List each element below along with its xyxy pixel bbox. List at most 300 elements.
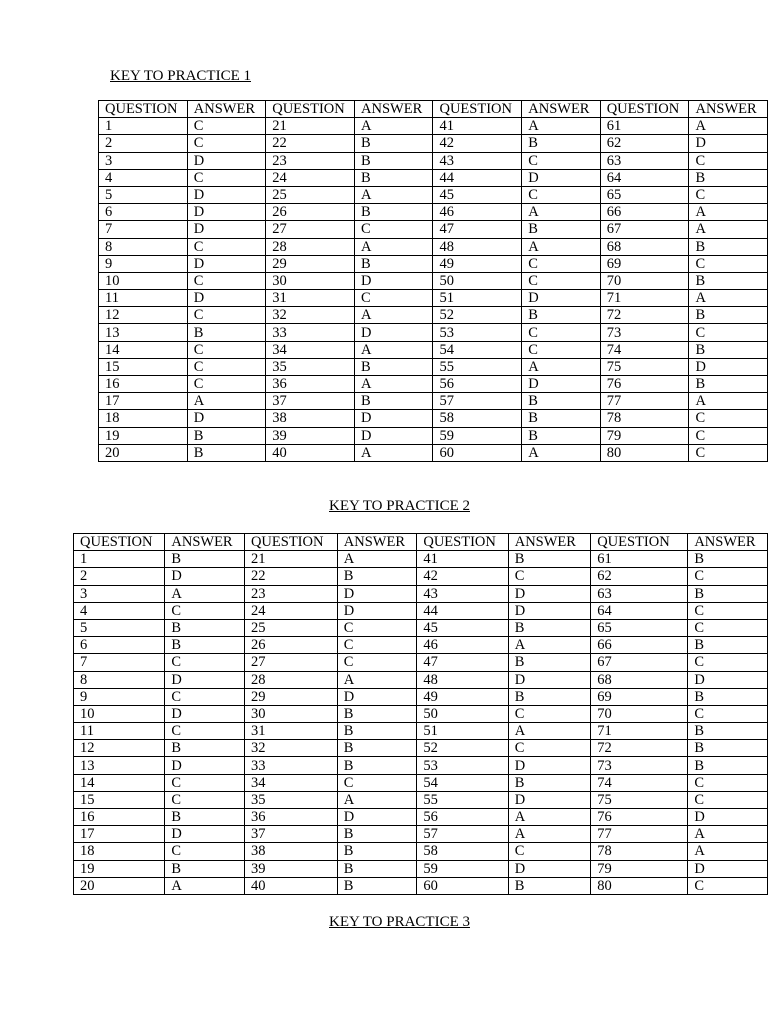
- question-number-cell: 8: [99, 238, 188, 255]
- question-number-cell: 5: [99, 186, 188, 203]
- question-number-cell: 15: [99, 358, 188, 375]
- question-number-cell: 48: [433, 238, 522, 255]
- question-number-cell: 32: [266, 307, 355, 324]
- answer-letter-cell: B: [355, 169, 433, 186]
- question-number-cell: 26: [244, 637, 337, 654]
- question-number-cell: 13: [99, 324, 188, 341]
- column-header-answer: ANSWER: [689, 101, 768, 118]
- question-number-cell: 1: [99, 118, 188, 135]
- answer-letter-cell: B: [165, 619, 245, 636]
- table-row: [74, 843, 768, 860]
- answer-letter-cell: D: [165, 757, 245, 774]
- question-number-cell: 37: [266, 393, 355, 410]
- table-row: [74, 551, 768, 568]
- question-number-cell: 68: [600, 238, 689, 255]
- column-header-answer: ANSWER: [688, 534, 768, 551]
- table-row: [74, 877, 768, 894]
- question-number-cell: 72: [591, 740, 688, 757]
- question-number-cell: 58: [417, 843, 508, 860]
- answer-letter-cell: C: [688, 654, 768, 671]
- question-number-cell: 44: [433, 169, 522, 186]
- question-number-cell: 22: [244, 568, 337, 585]
- question-number-cell: 33: [244, 757, 337, 774]
- answer-letter-cell: B: [187, 444, 265, 461]
- answer-letter-cell: D: [522, 290, 600, 307]
- question-number-cell: 73: [591, 757, 688, 774]
- question-number-cell: 50: [433, 272, 522, 289]
- practice-1-answer-table: [98, 100, 768, 462]
- answer-letter-cell: A: [337, 791, 417, 808]
- table-row: [99, 221, 768, 238]
- table-row: [99, 169, 768, 186]
- table-row: [74, 791, 768, 808]
- answer-letter-cell: D: [689, 358, 768, 375]
- question-number-cell: 47: [433, 221, 522, 238]
- question-number-cell: 29: [266, 255, 355, 272]
- answer-letter-cell: B: [688, 551, 768, 568]
- question-number-cell: 70: [600, 272, 689, 289]
- question-number-cell: 30: [266, 272, 355, 289]
- answer-letter-cell: B: [522, 427, 600, 444]
- question-number-cell: 72: [600, 307, 689, 324]
- answer-letter-cell: A: [337, 671, 417, 688]
- question-number-cell: 9: [74, 688, 165, 705]
- column-header-question: QUESTION: [591, 534, 688, 551]
- answer-letter-cell: B: [508, 551, 590, 568]
- answer-letter-cell: B: [355, 393, 433, 410]
- question-number-cell: 17: [74, 826, 165, 843]
- practice-2-rows: [74, 551, 768, 895]
- question-number-cell: 16: [99, 376, 188, 393]
- answer-letter-cell: A: [689, 204, 768, 221]
- question-number-cell: 71: [591, 723, 688, 740]
- question-number-cell: 24: [266, 169, 355, 186]
- question-number-cell: 36: [266, 376, 355, 393]
- answer-letter-cell: C: [522, 255, 600, 272]
- table-row: [74, 568, 768, 585]
- answer-letter-cell: C: [508, 568, 590, 585]
- question-number-cell: 52: [433, 307, 522, 324]
- answer-letter-cell: C: [165, 843, 245, 860]
- answer-letter-cell: D: [508, 791, 590, 808]
- question-number-cell: 76: [591, 809, 688, 826]
- answer-letter-cell: D: [165, 705, 245, 722]
- question-number-cell: 9: [99, 255, 188, 272]
- answer-letter-cell: D: [355, 272, 433, 289]
- question-number-cell: 28: [244, 671, 337, 688]
- question-number-cell: 48: [417, 671, 508, 688]
- question-number-cell: 5: [74, 619, 165, 636]
- question-number-cell: 2: [74, 568, 165, 585]
- question-number-cell: 59: [417, 860, 508, 877]
- practice-2-title: KEY TO PRACTICE 2: [329, 498, 470, 514]
- answer-letter-cell: B: [337, 843, 417, 860]
- table-row: [74, 619, 768, 636]
- question-number-cell: 63: [600, 152, 689, 169]
- answer-letter-cell: D: [522, 376, 600, 393]
- question-number-cell: 57: [433, 393, 522, 410]
- table-row: [99, 255, 768, 272]
- answer-letter-cell: C: [689, 255, 768, 272]
- answer-letter-cell: D: [688, 809, 768, 826]
- answer-letter-cell: A: [355, 238, 433, 255]
- question-number-cell: 13: [74, 757, 165, 774]
- answer-letter-cell: B: [522, 410, 600, 427]
- question-number-cell: 78: [600, 410, 689, 427]
- answer-letter-cell: C: [522, 341, 600, 358]
- question-number-cell: 56: [433, 376, 522, 393]
- question-number-cell: 42: [433, 135, 522, 152]
- answer-letter-cell: C: [337, 654, 417, 671]
- question-number-cell: 18: [99, 410, 188, 427]
- answer-letter-cell: C: [165, 723, 245, 740]
- table-row: [74, 757, 768, 774]
- table-row: [99, 444, 768, 461]
- answer-letter-cell: A: [187, 393, 265, 410]
- question-number-cell: 79: [600, 427, 689, 444]
- question-number-cell: 75: [591, 791, 688, 808]
- answer-letter-cell: C: [337, 637, 417, 654]
- answer-letter-cell: C: [187, 169, 265, 186]
- answer-letter-cell: B: [337, 568, 417, 585]
- column-header-question: QUESTION: [244, 534, 337, 551]
- question-number-cell: 27: [244, 654, 337, 671]
- answer-letter-cell: A: [522, 358, 600, 375]
- table-row: [99, 186, 768, 203]
- column-header-question: QUESTION: [417, 534, 508, 551]
- answer-letter-cell: D: [187, 204, 265, 221]
- column-header-answer: ANSWER: [508, 534, 590, 551]
- answer-letter-cell: C: [689, 444, 768, 461]
- question-number-cell: 20: [99, 444, 188, 461]
- answer-letter-cell: A: [508, 809, 590, 826]
- question-number-cell: 37: [244, 826, 337, 843]
- answer-letter-cell: B: [689, 341, 768, 358]
- question-number-cell: 28: [266, 238, 355, 255]
- question-number-cell: 38: [244, 843, 337, 860]
- question-number-cell: 63: [591, 585, 688, 602]
- answer-letter-cell: C: [165, 602, 245, 619]
- question-number-cell: 51: [433, 290, 522, 307]
- answer-letter-cell: A: [508, 637, 590, 654]
- question-number-cell: 80: [591, 877, 688, 894]
- answer-letter-cell: A: [688, 826, 768, 843]
- column-header-question: QUESTION: [433, 101, 522, 118]
- answer-letter-cell: C: [522, 324, 600, 341]
- question-number-cell: 20: [74, 877, 165, 894]
- answer-letter-cell: C: [688, 774, 768, 791]
- table-row: [74, 585, 768, 602]
- table-row: [74, 602, 768, 619]
- answer-letter-cell: D: [165, 671, 245, 688]
- table-row: [74, 826, 768, 843]
- question-number-cell: 3: [74, 585, 165, 602]
- question-number-cell: 16: [74, 809, 165, 826]
- question-number-cell: 43: [417, 585, 508, 602]
- table-row: [99, 272, 768, 289]
- question-number-cell: 79: [591, 860, 688, 877]
- answer-letter-cell: B: [165, 809, 245, 826]
- answer-letter-cell: B: [522, 135, 600, 152]
- answer-letter-cell: C: [688, 705, 768, 722]
- question-number-cell: 53: [433, 324, 522, 341]
- answer-letter-cell: A: [689, 118, 768, 135]
- answer-letter-cell: D: [355, 427, 433, 444]
- answer-letter-cell: B: [165, 637, 245, 654]
- answer-letter-cell: B: [355, 358, 433, 375]
- question-number-cell: 66: [600, 204, 689, 221]
- question-number-cell: 66: [591, 637, 688, 654]
- question-number-cell: 14: [74, 774, 165, 791]
- column-header-question: QUESTION: [74, 534, 165, 551]
- answer-letter-cell: A: [337, 551, 417, 568]
- answer-letter-cell: D: [355, 410, 433, 427]
- table-row: [99, 427, 768, 444]
- question-number-cell: 55: [433, 358, 522, 375]
- question-number-cell: 3: [99, 152, 188, 169]
- question-number-cell: 11: [99, 290, 188, 307]
- answer-letter-cell: D: [165, 568, 245, 585]
- question-number-cell: 23: [244, 585, 337, 602]
- question-number-cell: 29: [244, 688, 337, 705]
- answer-letter-cell: A: [355, 186, 433, 203]
- answer-letter-cell: B: [355, 152, 433, 169]
- question-number-cell: 2: [99, 135, 188, 152]
- answer-letter-cell: A: [522, 204, 600, 221]
- answer-letter-cell: C: [165, 791, 245, 808]
- answer-letter-cell: B: [508, 619, 590, 636]
- question-number-cell: 12: [99, 307, 188, 324]
- table-row: [74, 740, 768, 757]
- question-number-cell: 25: [244, 619, 337, 636]
- answer-letter-cell: A: [689, 221, 768, 238]
- answer-letter-cell: B: [508, 877, 590, 894]
- answer-letter-cell: B: [508, 774, 590, 791]
- question-number-cell: 34: [266, 341, 355, 358]
- answer-letter-cell: D: [187, 290, 265, 307]
- answer-letter-cell: C: [508, 740, 590, 757]
- question-number-cell: 19: [74, 860, 165, 877]
- answer-letter-cell: C: [165, 654, 245, 671]
- answer-letter-cell: B: [355, 135, 433, 152]
- column-header-answer: ANSWER: [355, 101, 433, 118]
- question-number-cell: 6: [99, 204, 188, 221]
- table-row: [74, 654, 768, 671]
- table-header-row: [74, 534, 768, 551]
- answer-letter-cell: D: [355, 324, 433, 341]
- answer-letter-cell: B: [337, 826, 417, 843]
- question-number-cell: 74: [600, 341, 689, 358]
- answer-letter-cell: A: [355, 341, 433, 358]
- answer-letter-cell: C: [187, 341, 265, 358]
- question-number-cell: 68: [591, 671, 688, 688]
- table-row: [74, 688, 768, 705]
- answer-letter-cell: C: [187, 118, 265, 135]
- question-number-cell: 65: [591, 619, 688, 636]
- question-number-cell: 17: [99, 393, 188, 410]
- question-number-cell: 12: [74, 740, 165, 757]
- answer-letter-cell: B: [165, 551, 245, 568]
- answer-letter-cell: A: [508, 826, 590, 843]
- question-number-cell: 50: [417, 705, 508, 722]
- question-number-cell: 65: [600, 186, 689, 203]
- table-row: [99, 410, 768, 427]
- question-number-cell: 60: [417, 877, 508, 894]
- question-number-cell: 62: [591, 568, 688, 585]
- question-number-cell: 10: [74, 705, 165, 722]
- answer-letter-cell: B: [522, 221, 600, 238]
- answer-letter-cell: D: [508, 757, 590, 774]
- table-row: [99, 324, 768, 341]
- practice-3-title: KEY TO PRACTICE 3: [329, 914, 470, 930]
- question-number-cell: 61: [600, 118, 689, 135]
- question-number-cell: 36: [244, 809, 337, 826]
- question-number-cell: 24: [244, 602, 337, 619]
- question-number-cell: 26: [266, 204, 355, 221]
- question-number-cell: 33: [266, 324, 355, 341]
- answer-letter-cell: B: [688, 637, 768, 654]
- answer-letter-cell: B: [689, 238, 768, 255]
- question-number-cell: 4: [99, 169, 188, 186]
- question-number-cell: 77: [591, 826, 688, 843]
- answer-letter-cell: B: [337, 723, 417, 740]
- question-number-cell: 51: [417, 723, 508, 740]
- question-number-cell: 75: [600, 358, 689, 375]
- answer-letter-cell: D: [187, 186, 265, 203]
- answer-letter-cell: B: [688, 688, 768, 705]
- answer-letter-cell: C: [187, 307, 265, 324]
- answer-letter-cell: D: [508, 585, 590, 602]
- answer-letter-cell: A: [355, 376, 433, 393]
- answer-letter-cell: D: [688, 860, 768, 877]
- answer-letter-cell: D: [522, 169, 600, 186]
- answer-letter-cell: D: [508, 860, 590, 877]
- answer-letter-cell: C: [689, 186, 768, 203]
- answer-letter-cell: A: [688, 843, 768, 860]
- answer-letter-cell: C: [688, 619, 768, 636]
- answer-letter-cell: C: [187, 238, 265, 255]
- question-number-cell: 60: [433, 444, 522, 461]
- table-row: [99, 290, 768, 307]
- table-row: [74, 671, 768, 688]
- question-number-cell: 14: [99, 341, 188, 358]
- table-row: [74, 774, 768, 791]
- table-row: [99, 358, 768, 375]
- table-row: [99, 204, 768, 221]
- question-number-cell: 74: [591, 774, 688, 791]
- answer-letter-cell: B: [165, 860, 245, 877]
- column-header-question: QUESTION: [266, 101, 355, 118]
- question-number-cell: 43: [433, 152, 522, 169]
- question-number-cell: 18: [74, 843, 165, 860]
- answer-letter-cell: D: [337, 585, 417, 602]
- question-number-cell: 4: [74, 602, 165, 619]
- answer-letter-cell: B: [508, 654, 590, 671]
- table-row: [74, 723, 768, 740]
- question-number-cell: 21: [244, 551, 337, 568]
- answer-letter-cell: B: [355, 204, 433, 221]
- question-number-cell: 40: [266, 444, 355, 461]
- answer-letter-cell: B: [337, 740, 417, 757]
- question-number-cell: 67: [600, 221, 689, 238]
- answer-letter-cell: A: [522, 238, 600, 255]
- question-number-cell: 31: [266, 290, 355, 307]
- column-header-answer: ANSWER: [337, 534, 417, 551]
- question-number-cell: 46: [433, 204, 522, 221]
- question-number-cell: 76: [600, 376, 689, 393]
- question-number-cell: 35: [266, 358, 355, 375]
- answer-letter-cell: C: [688, 602, 768, 619]
- answer-letter-cell: B: [689, 307, 768, 324]
- question-number-cell: 31: [244, 723, 337, 740]
- answer-letter-cell: B: [688, 723, 768, 740]
- question-number-cell: 27: [266, 221, 355, 238]
- answer-letter-cell: D: [337, 809, 417, 826]
- answer-letter-cell: C: [337, 774, 417, 791]
- answer-letter-cell: D: [337, 602, 417, 619]
- question-number-cell: 35: [244, 791, 337, 808]
- answer-letter-cell: B: [688, 585, 768, 602]
- question-number-cell: 19: [99, 427, 188, 444]
- question-number-cell: 1: [74, 551, 165, 568]
- answer-letter-cell: B: [689, 376, 768, 393]
- practice-2-answer-table: [73, 533, 768, 895]
- answer-letter-cell: C: [689, 152, 768, 169]
- column-header-question: QUESTION: [600, 101, 689, 118]
- question-number-cell: 69: [600, 255, 689, 272]
- answer-letter-cell: A: [522, 444, 600, 461]
- answer-letter-cell: C: [187, 358, 265, 375]
- answer-letter-cell: A: [355, 118, 433, 135]
- question-number-cell: 69: [591, 688, 688, 705]
- answer-letter-cell: B: [355, 255, 433, 272]
- answer-letter-cell: B: [689, 169, 768, 186]
- table-header-row: [99, 101, 768, 118]
- question-number-cell: 77: [600, 393, 689, 410]
- question-number-cell: 73: [600, 324, 689, 341]
- question-number-cell: 78: [591, 843, 688, 860]
- question-number-cell: 6: [74, 637, 165, 654]
- practice-1-rows: [99, 118, 768, 462]
- question-number-cell: 32: [244, 740, 337, 757]
- answer-letter-cell: D: [187, 221, 265, 238]
- answer-letter-cell: A: [355, 307, 433, 324]
- question-number-cell: 62: [600, 135, 689, 152]
- answer-letter-cell: B: [337, 860, 417, 877]
- answer-letter-cell: A: [508, 723, 590, 740]
- answer-letter-cell: C: [689, 324, 768, 341]
- question-number-cell: 7: [99, 221, 188, 238]
- question-number-cell: 15: [74, 791, 165, 808]
- answer-letter-cell: B: [522, 307, 600, 324]
- answer-letter-cell: B: [337, 877, 417, 894]
- answer-letter-cell: D: [508, 602, 590, 619]
- answer-letter-cell: B: [337, 705, 417, 722]
- question-number-cell: 45: [417, 619, 508, 636]
- table-row: [99, 307, 768, 324]
- answer-letter-cell: C: [355, 290, 433, 307]
- answer-letter-cell: B: [689, 272, 768, 289]
- question-number-cell: 30: [244, 705, 337, 722]
- question-number-cell: 39: [244, 860, 337, 877]
- question-number-cell: 10: [99, 272, 188, 289]
- answer-letter-cell: D: [165, 826, 245, 843]
- table-row: [99, 135, 768, 152]
- answer-letter-cell: B: [522, 393, 600, 410]
- answer-letter-cell: A: [355, 444, 433, 461]
- question-number-cell: 71: [600, 290, 689, 307]
- question-number-cell: 80: [600, 444, 689, 461]
